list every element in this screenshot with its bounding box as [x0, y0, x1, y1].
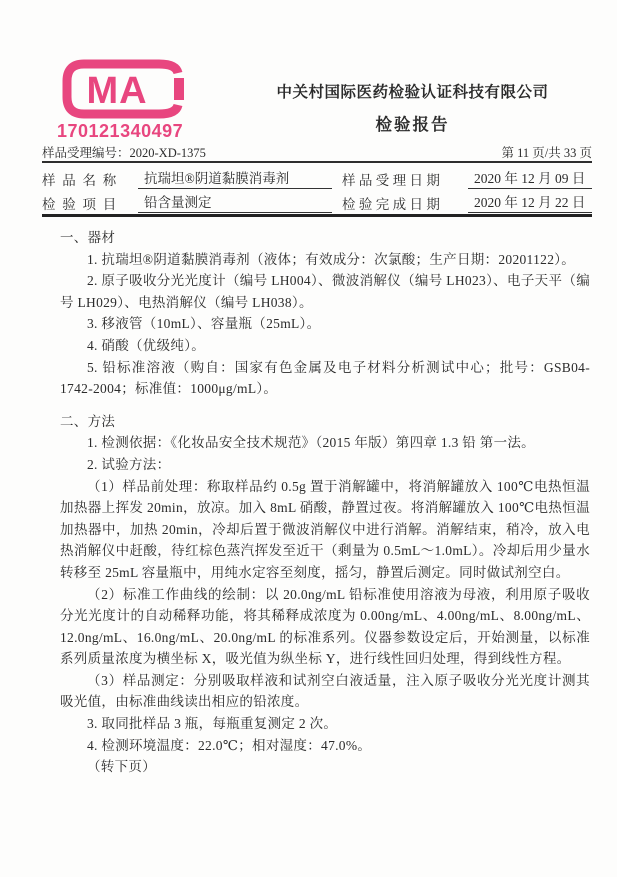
cma-letters: MA: [86, 70, 148, 112]
cma-logo-icon: [57, 58, 191, 120]
sample-name-label: 样 品 名 称: [42, 173, 117, 188]
test-item-value: 铅含量测定: [138, 191, 332, 213]
equipment-item-3: 3. 移液管（10mL）、容量瓶（25mL）。: [87, 316, 321, 332]
receipt-date-value: 2020 年 12 月 09 日: [468, 167, 592, 189]
equipment-item-2: 2. 原子吸收分光光度计（编号 LH004）、微波消解仪（编号 LH023）、电子天平（编号 LH029）、电热消解仪（编号 LH038）。: [60, 273, 590, 310]
equipment-item-5: 5. 铅标准溶液（购自：国家有色金属及电子材料分析测试中心；批号：GSB04-1742-2004；标准值：1000μg/mL）。: [60, 359, 590, 397]
sample-receipt-value: 2020-XD-1375: [129, 146, 206, 160]
cma-certificate-number: 170121340497: [57, 121, 184, 141]
sample-name-value: 抗瑞坦®阴道黏膜消毒剂: [138, 167, 332, 189]
receipt-date-label: 样 品 受 理 日 期: [342, 173, 440, 188]
section-heading-method: 二、方法: [60, 413, 116, 429]
sample-info-table: [42, 165, 592, 213]
equipment-item-4: 4. 硝酸（优级纯）。: [87, 337, 206, 353]
section-heading-equipment: 一、器材: [60, 230, 116, 245]
method-item-1: 1. 检测依据：《化妆品安全技术规范》（2015 年版）第四章 1.3 铅 第一法。: [87, 435, 535, 451]
sample-receipt-number: [42, 143, 206, 161]
complete-date-label: 检 验 完 成 日 期: [342, 197, 440, 212]
method-item-3: 3. 取同批样品 3 瓶，每瓶重复测定 2 次。: [87, 716, 338, 732]
sample-receipt-label: 样品受理编号：: [42, 146, 130, 160]
report-title: 检验报告: [375, 115, 450, 134]
complete-date-value: 2020 年 12 月 22 日: [468, 191, 592, 213]
equipment-item-1: 1. 抗瑞坦®阴道黏膜消毒剂（液体；有效成分：次氯酸；生产日期：20201122）。: [87, 251, 576, 267]
report-body: [60, 227, 590, 869]
table-row: [42, 165, 592, 189]
header-rule: [42, 161, 592, 163]
continued-note: （转下页）: [87, 759, 156, 775]
method-step-2: （2）标准工作曲线的绘制：以 20.0ng/mL 铅标准使用溶液为母液，利用原子吸收分光光度计的自动稀释功能，将其稀释成浓度为 0.00ng/mL、4.00ng/mL、8.00ng/mL、12.0ng/mL、16.0ng/mL、20.0ng/mL 的标准系列。仪器参数设定后，开始测量，以标准系列质量浓度为横坐标 X，吸光值为纵坐标 Y，进行线性回归处理，得到线性方程。: [60, 586, 590, 667]
table-bottom-rule: [42, 214, 592, 217]
cma-mark: [57, 58, 191, 142]
page-number: 第 11 页/共 33 页: [501, 146, 592, 160]
table-row: [42, 189, 592, 213]
method-step-1: （1）样品前处理：称取样品约 0.5g 置于消解罐中，将消解罐放入 100℃电热恒温加热器上挥发 20min，放凉。加入 8mL 硝酸，静置过夜。将消解罐放入 100℃电热恒温加热器中，加热 20min，冷却后置于微波消解仪中进行消解。消解结束，稍冷，放入电热消解仪中赶酸，待红棕色蒸汽挥发至近干（剩量为 0.5mL～1.0mL）。冷却后用少量水转移至 25mL 容量瓶中，用纯水定容至刻度，摇匀，静置后测定。同时做试剂空白。: [60, 478, 590, 580]
receipt-line: [42, 143, 592, 161]
test-item-label: 检 验 项 目: [42, 197, 117, 212]
method-item-4: 4. 检测环境温度：22.0℃；相对湿度：47.0%。: [87, 737, 372, 753]
method-item-2: 2. 试验方法：: [87, 456, 171, 472]
company-name: 中关村国际医药检验认证科技有限公司: [276, 84, 549, 101]
method-step-3: （3）样品测定：分别吸取样液和试剂空白液适量，注入原子吸收分光光度计测其吸光值，由标准曲线读出相应的铅浓度。: [60, 672, 590, 710]
